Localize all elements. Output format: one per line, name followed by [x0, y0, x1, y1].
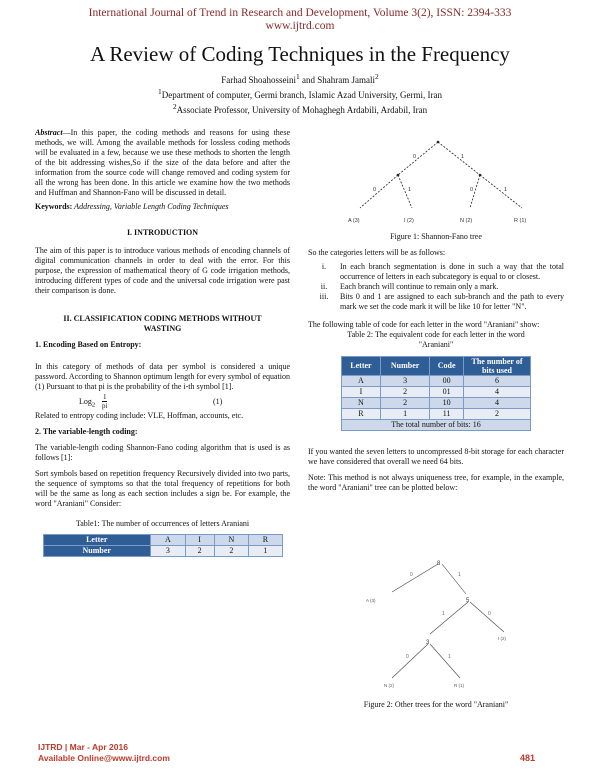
edge-label: 1: [408, 187, 412, 193]
table-row: I 2 01 4: [342, 387, 531, 398]
subsection-2-title: 2. The variable-length coding:: [35, 427, 138, 436]
journal-header: [0, 7, 600, 33]
subsection-2-text-1: The variable-length coding Shannon-Fano coding algorithm that is used is as follows [1]:: [35, 443, 290, 462]
edge-label: 1: [442, 611, 445, 617]
left-column: [35, 128, 290, 557]
equation-number: (1): [213, 397, 223, 406]
tree-edge: [438, 142, 480, 175]
tree-node: [479, 174, 482, 177]
tree-edge: [398, 142, 438, 175]
journal-name: International Journal of Trend in Research and Development, Volume 3(2), ISSN: 2394-333: [88, 7, 512, 19]
keywords: Keywords: Addressing, Variable Length Coding Techniques: [35, 202, 229, 211]
table-1: [43, 534, 283, 557]
leaf-label: I (2): [498, 636, 507, 641]
table-2: [341, 356, 531, 431]
page-footer: [38, 742, 170, 764]
edge-label: 0: [470, 187, 474, 193]
affiliation-1: $^1$Department of computer, Germi branch, Islamic Azad University, Germi, Iran: [158, 87, 442, 100]
leaf-label: I (2): [404, 218, 414, 224]
section-1-title: I. INTRODUCTION: [126, 228, 199, 237]
edge-label: 0: [406, 654, 409, 660]
tree-node: [397, 174, 400, 177]
leaf-label: N (2): [384, 683, 394, 688]
category-list: [308, 262, 564, 312]
author-block: [0, 71, 600, 116]
paper-title: A Review of Coding Techniques in the Frequency: [90, 42, 510, 66]
right-column: [308, 232, 564, 493]
figure-1-caption: Figure 1: Shannon-Fano tree: [390, 232, 482, 241]
table-row: Number 3 2 2 1: [43, 546, 282, 557]
leaf-label: A (3): [348, 218, 360, 224]
table2-caption: Table 2: The equivalent code for each letter in the word "Araniani": [347, 330, 525, 349]
leaf-label: R (1): [514, 218, 527, 224]
edge-label: 1: [448, 654, 451, 660]
tree-node-label: 8: [437, 561, 441, 567]
section-1-text: The aim of this paper is to introduce various methods of encoding channels of digital communication channels in order to deal with the error. For this purpose, the expression of mathematical theory of G code irrigation methods, introducing different types of code and the universal code irrigation were past their comparison is done.: [35, 246, 290, 295]
tree-edge: [480, 175, 522, 208]
note-paragraph: Note: This method is not always uniqueness tree, for example, in the example, the word "Araniani" tree can be plotted below:: [308, 473, 564, 492]
abstract: Abstract—In this paper, the coding methods and reasons for using these methods, we will. Among the available methods for lossless coding methods will be evaluated in a few, because we use these methods to shorten the length of the bit addressing wishes,So if the size of the data before and after the information from the source code will change removed and coding system for all the wrong has been done. In this article we examine how the two methods and Huffman and Shannon-Fano will be discussed in detail.: [35, 128, 290, 197]
subsection-1-text-2: Related to entropy coding include: VLE, Hoffman, accounts, etc.: [35, 411, 244, 420]
table-row: A 3 00 6: [342, 376, 531, 387]
list-item: iii. Bits 0 and 1 are assigned to each sub-branch and the path to every mark we set the code mark it will be like 10 for letter "N".: [319, 292, 564, 311]
table-row: R 1 11 2: [342, 409, 531, 420]
tree-edge: [430, 602, 468, 634]
table-row: Letter A I N R: [43, 535, 282, 546]
edge-label: 0: [413, 154, 417, 160]
edge-label: 1: [504, 187, 508, 193]
footer-issue: IJTRD | Mar - Apr 2016: [38, 742, 128, 752]
table-total-row: The total number of bits: 16: [342, 420, 531, 431]
table-row: N 2 10 4: [342, 398, 531, 409]
journal-site: www.ijtrd.com: [265, 20, 335, 32]
figure-2-alternate-tree: [308, 558, 568, 703]
table1-caption: Table1: The number of occurrences of letters Araniani: [75, 519, 250, 528]
edge-label: 0: [410, 572, 413, 578]
affiliation-2: $^2$Associate Professor, University of Mohaghegh Ardabili, Ardabil, Iran: [172, 102, 428, 115]
figure-2-caption: Figure 2: Other trees for the word "Araniani": [363, 700, 509, 709]
figure-1-shannon-fano-tree: [308, 128, 568, 243]
subsection-1-text: In this category of methods of data per symbol is considered a unique password. According to Shannon optimum length for every symbol of equation (1) Pursuant to that pi is the probability of the i-th symbol [1].: [35, 362, 290, 391]
tree-edge: [442, 564, 466, 594]
table-header-row: Letter Number Code The number of bits used: [342, 357, 531, 376]
list-item: i. In each branch segmentation is done in such a way that the total occurrence of letters in each subcategory is equal to or closest.: [321, 262, 564, 281]
tree-edge: [470, 602, 504, 632]
tree-edge: [392, 644, 428, 678]
footer-site: Available Online@www.ijtrd.com: [38, 753, 170, 763]
subsection-2-text-2: Sort symbols based on repetition frequency Recursively divided into two parts, the sequence of symptoms so that the total frequency of repetitions for both will be the same as long as each section includes a sign be. For example, the word "Araniani" Consider:: [35, 469, 290, 508]
tree-edge: [360, 175, 398, 208]
subsection-1-title: 1. Encoding Based on Entropy:: [35, 340, 142, 349]
edge-label: 0: [488, 611, 491, 617]
tree-node-label: 3: [426, 640, 430, 646]
tree-node-label: 5: [466, 598, 470, 604]
tree-edge: [392, 564, 438, 592]
categories-intro: So the categories letters will be as follows:: [308, 248, 446, 257]
edge-label: 0: [373, 187, 377, 193]
leaf-label: A (3): [366, 598, 376, 603]
leaf-label: R (1): [454, 683, 464, 688]
section-2-title: II. CLASSIFICATION CODING METHODS WITHOUT WASTING: [63, 314, 262, 333]
edge-label: 1: [461, 154, 465, 160]
storage-paragraph: If you wanted the seven letters to uncompressed 8-bit storage for each character we have considered that overall we need 64 bits.: [308, 447, 564, 466]
edge-label: 1: [458, 572, 461, 578]
equation-fraction: 1 pi: [102, 393, 108, 410]
list-item: ii. Each branch will continue to remain only a mark.: [320, 282, 499, 291]
tree-node: [437, 141, 440, 144]
page-number: 481: [520, 753, 536, 763]
equation-1: Log$_2$ 1 pi (1): [79, 393, 223, 410]
table2-intro: The following table of code for each letter in the word "Araniani" show:: [308, 320, 540, 329]
author-line: Farhad Shoahosseini$^1$ and Shahram Jamali$^2$: [221, 72, 379, 85]
leaf-label: N (2): [460, 218, 473, 224]
tree-edge: [430, 644, 460, 678]
